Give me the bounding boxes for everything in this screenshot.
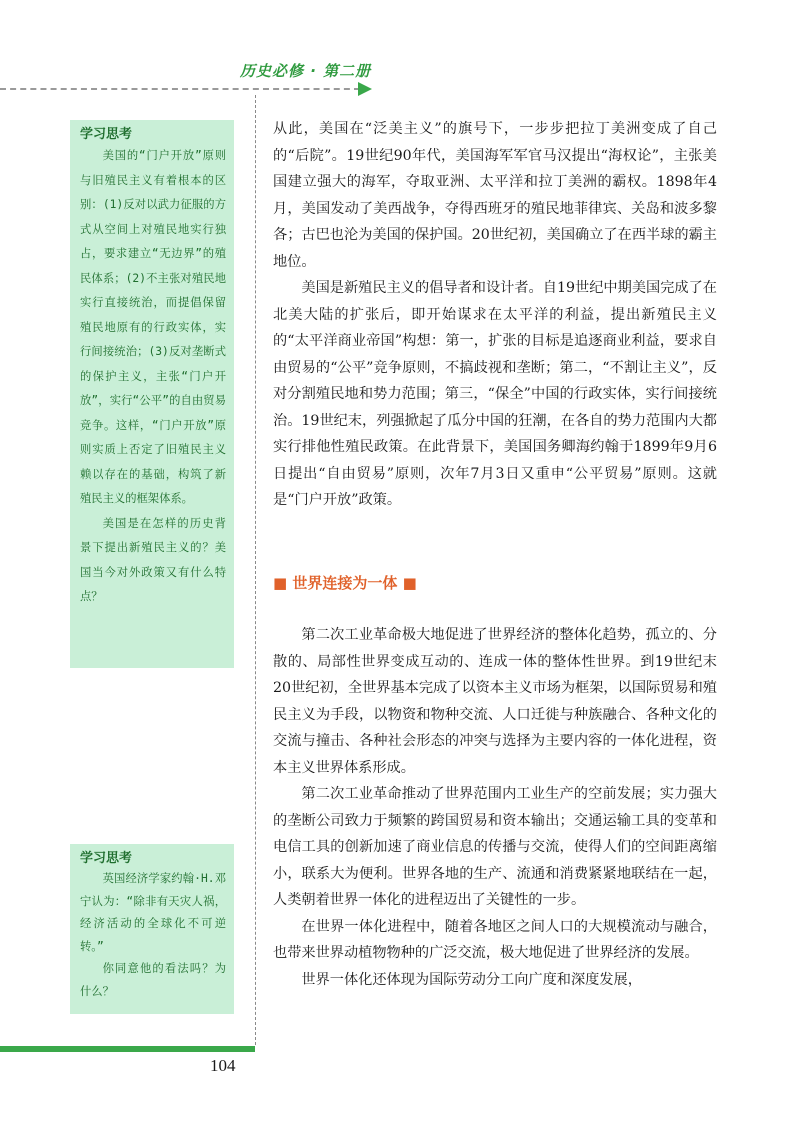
header-divider	[0, 88, 360, 90]
study-note-paragraph: 英国经济学家约翰·H.邓宁认为：“除非有天灾人祸，经济活动的全球化不可逆转。”	[80, 872, 226, 953]
arrow-icon	[358, 82, 372, 96]
study-note-paragraph: 美国的“门户开放”原则与旧殖民主义有着根本的区别：(1)反对以武力征服的方式从空间上对殖民地实行独占，要求建立“无边界”的殖民体系；(2)不主张对殖民地实行直接统治，而提倡保留殖民地原有的行政实体，实行间接统治；(3)反对垄断式的保护主义，主张“门户开放”，实行“公平”的自由贸易竞争。这样，“门户开放”原则实质上否定了旧殖民主义赖以存在的基础，构筑了新殖民主义的框架体系。	[80, 149, 226, 505]
study-note-box	[70, 120, 234, 668]
section-heading: ■ 世界连接为一体 ■	[273, 574, 417, 592]
study-note-title: 学习思考	[80, 851, 133, 866]
main-text-section	[273, 622, 717, 993]
study-note-title: 学习思考	[80, 127, 133, 142]
column-divider	[255, 95, 256, 1045]
main-text-top	[273, 116, 717, 514]
footer-bar	[0, 1046, 255, 1052]
study-note-question: 你同意他的看法吗？为什么？	[80, 962, 226, 998]
body-paragraph: 第二次工业革命极大地促进了世界经济的整体化趋势，孤立的、分散的、局部性世界变成互动的、连成一体的整体性世界。到19世纪末20世纪初，全世界基本完成了以资本主义市场为框架，以国际贸易和殖民主义为手段，以物资和物种交流、人口迁徙与种族融合、各种文化的交流与撞击、各种社会形态的冲突与选择为主要内容的一体化进程，资本主义世界体系形成。	[273, 627, 717, 776]
body-paragraph: 从此，美国在“泛美主义”的旗号下，一步步把拉丁美洲变成了自己的“后院”。19世纪90年代，美国海军军官马汉提出“海权论”，主张美国建立强大的海军，夺取亚洲、太平洋和拉丁美洲的霸权。1898年4月，美国发动了美西战争，夺得西班牙的殖民地菲律宾、关岛和波多黎各；古巴也沦为美国的保护国。20世纪初，美国确立了在西半球的霸主地位。	[273, 121, 717, 270]
page-number: 104	[210, 1056, 236, 1075]
body-paragraph: 世界一体化还体现为国际劳动分工向广度和深度发展，	[301, 971, 642, 988]
body-paragraph: 美国是新殖民主义的倡导者和设计者。自19世纪中期美国完成了在北美大陆的扩张后，即开始谋求在太平洋的利益，提出新殖民主义的“太平洋商业帝国”构想：第一，扩张的目标是追逐商业利益，要求自由贸易的“公平”竞争原则，不搞歧视和垄断；第二，“不割让主义”，反对分割殖民地和势力范围；第三，“保全”中国的行政实体，实行间接统治。19世纪末，列强掀起了瓜分中国的狂潮，在各自的势力范围内大都实行排他性殖民政策。在此背景下，美国国务卿海约翰于1899年9月6日提出“自由贸易”原则，次年7月3日又重申“公平贸易”原则。这就是“门户开放”政策。	[273, 280, 717, 508]
body-paragraph: 第二次工业革命推动了世界范围内工业生产的空前发展；实力强大的垄断公司致力于频繁的跨国贸易和资本输出；交通运输工具的变革和电信工具的创新加速了商业信息的传播与交流，使得人们的空间距离缩小，联系大为便利。世界各地的生产、流通和消费紧紧地联结在一起，人类朝着世界一体化的进程迈出了关键性的一步。	[273, 786, 717, 908]
header-title: 历史必修 · 第二册	[240, 62, 372, 80]
body-paragraph: 在世界一体化进程中，随着各地区之间人口的大规模流动与融合，也带来世界动植物物种的广泛交流，极大地促进了世界经济的发展。	[273, 918, 717, 961]
study-note-question: 美国是在怎样的历史背景下提出新殖民主义的？美国当今对外政策又有什么特点？	[80, 516, 226, 603]
study-note-box	[70, 844, 234, 1014]
